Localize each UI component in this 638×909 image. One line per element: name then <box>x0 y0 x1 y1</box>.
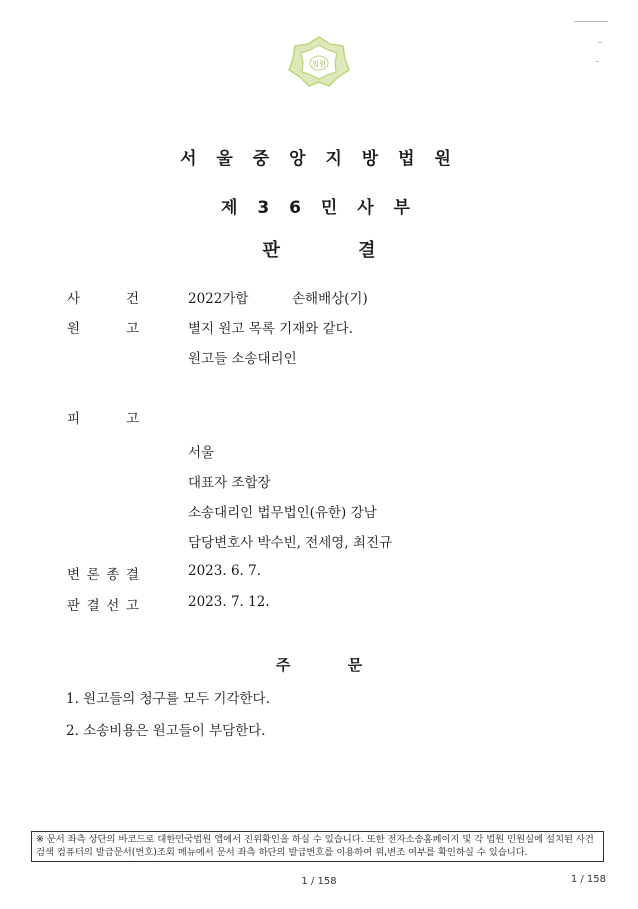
scan-mark <box>596 61 599 62</box>
verification-notice: ※ 문서 좌측 상단의 바코드로 대한민국법원 앱에서 진위확인을 하실 수 있습니다. 또한 전자소송홈페이지 및 각 법원 민원실에 설치된 사건검색 컴퓨터의 발급문서(번호)조회 메뉴에서 문서 좌측 하단의 발급번호를 이용하여 위,변조 여부를 확인하실 수 있습니다. <box>31 831 604 862</box>
page-number-right: 1 / 158 <box>570 874 606 885</box>
verdict-date: 2023. 7. 12. <box>188 594 270 610</box>
defendant-label: 피 고 <box>67 411 139 427</box>
judgment-title: 판 결 <box>262 240 376 261</box>
scan-mark <box>598 42 602 43</box>
case-number: 2022가합 <box>188 291 249 307</box>
page-number: 1 / 158 <box>301 876 337 887</box>
closing-argument-label: 변 론 종 결 <box>67 567 139 583</box>
verdict-label: 판 결 선 고 <box>67 598 139 614</box>
court-seal-icon <box>288 36 350 88</box>
division-name: 제 3 6 민 사 부 <box>221 198 417 218</box>
plaintiff-label: 원 고 <box>67 321 139 337</box>
plaintiff-line: 별지 원고 목록 기재와 같다. <box>188 321 353 337</box>
case-label: 사 건 <box>67 291 139 307</box>
seal-text: 법원 <box>312 60 326 68</box>
plaintiff-line: 원고들 소송대리인 <box>188 351 297 367</box>
order-item: 2. 소송비용은 원고들이 부담한다. <box>66 723 266 739</box>
case-title: 손해배상(기) <box>292 291 368 307</box>
closing-argument-date: 2023. 6. 7. <box>188 563 261 579</box>
court-name: 서 울 중 앙 지 방 법 원 <box>180 149 458 169</box>
defendant-line: 소송대리인 법무법인(유한) 강남 <box>188 505 377 521</box>
order-item: 1. 원고들의 청구를 모두 기각한다. <box>66 691 270 707</box>
defendant-line: 담당변호사 박수빈, 전세영, 최진규 <box>188 535 393 551</box>
order-title: 주 문 <box>275 656 363 674</box>
scan-mark <box>574 21 608 22</box>
defendant-line: 서울 <box>188 445 215 461</box>
defendant-line: 대표자 조합장 <box>188 475 271 491</box>
